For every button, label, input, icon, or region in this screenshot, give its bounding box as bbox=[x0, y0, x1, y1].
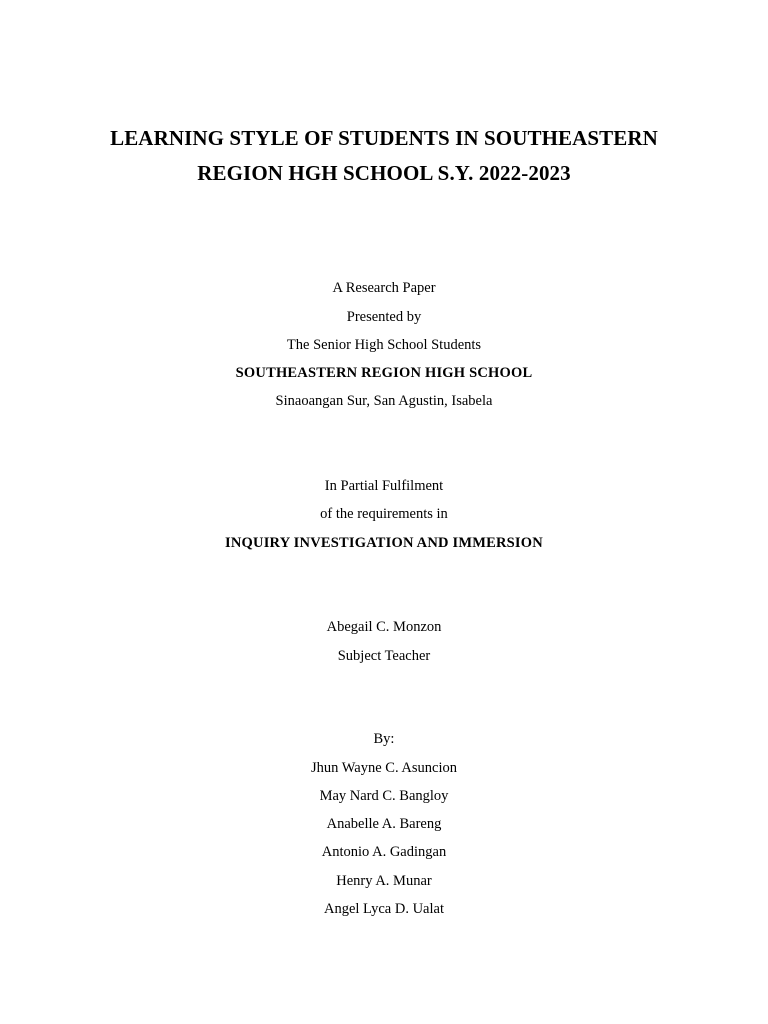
research-paper-label: A Research Paper bbox=[332, 280, 436, 296]
author-name: Antonio A. Gadingan bbox=[321, 844, 447, 860]
teacher-role: Subject Teacher bbox=[337, 648, 431, 664]
presenters-label: The Senior High School Students bbox=[286, 337, 482, 353]
author-name: Angel Lyca D. Ualat bbox=[324, 901, 444, 917]
author-name: May Nard C. Bangloy bbox=[319, 788, 449, 804]
by-label: By: bbox=[373, 731, 395, 747]
author-name: Jhun Wayne C. Asuncion bbox=[311, 760, 457, 776]
school-name: SOUTHEASTERN REGION HIGH SCHOOL bbox=[235, 365, 533, 381]
school-address: Sinaoangan Sur, San Agustin, Isabela bbox=[275, 393, 493, 409]
title-line-2: REGION HGH SCHOOL S.Y. 2022-2023 bbox=[197, 161, 571, 185]
subject-name: INQUIRY INVESTIGATION AND IMMERSION bbox=[225, 535, 543, 551]
presented-by-label: Presented by bbox=[346, 309, 422, 325]
author-name: Henry A. Munar bbox=[336, 873, 432, 889]
requirements-label: of the requirements in bbox=[320, 506, 448, 522]
author-name: Anabelle A. Bareng bbox=[326, 816, 442, 832]
teacher-name: Abegail C. Monzon bbox=[326, 619, 442, 635]
partial-fulfilment-label: In Partial Fulfilment bbox=[324, 478, 444, 494]
title-line-1: LEARNING STYLE OF STUDENTS IN SOUTHEASTERN bbox=[110, 126, 658, 150]
